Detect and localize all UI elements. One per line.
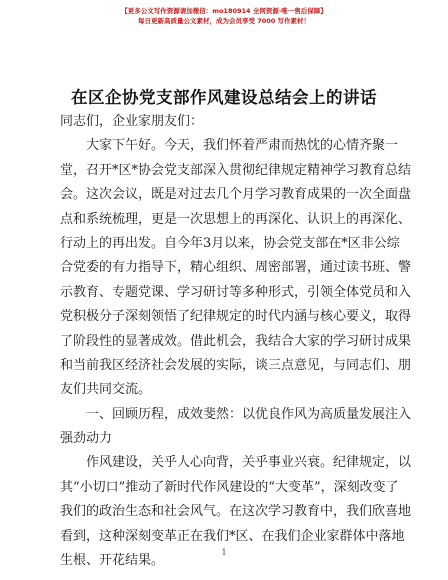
paragraph-line: 我们的政治生态和社会风气。在这次学习教育中，我们欣喜地 <box>60 504 412 520</box>
document-title: 在区企协党支部作风建设总结会上的讲话 <box>71 88 377 107</box>
banner-line-1: 【更多公文写作资源请加微信：mo180914 全网资源·唯一售后保障】 <box>121 7 327 15</box>
paragraph-line: 和当前我区经济社会发展的实际，谈三点意见，与同志们、朋 <box>60 357 412 373</box>
paragraph-line: 会。这次会议，既是对过去几个月学习教育成果的一次全面盘 <box>60 187 412 203</box>
document-body <box>60 110 412 573</box>
paragraph-line: 其“小切口”推动了新时代作风建设的“大变革”，深刻改变了 <box>60 479 399 495</box>
salutation: 同志们，企业家朋友们： <box>60 114 204 129</box>
paragraph-line: 了阶段性的显著成效。借此机会，我结合大家的学习研讨成果 <box>60 333 412 349</box>
paragraph-line: 党积极分子深刻领悟了纪律规定的时代内涵与核心要义，取得 <box>60 309 412 325</box>
promo-banner <box>0 6 448 26</box>
paragraph-line: 示教育、专题党课、学习研讨等多种形式，引领全体党员和入 <box>60 284 412 300</box>
section-heading: 强劲动力 <box>60 431 113 447</box>
paragraph-line: 作风建设，关乎人心向背，关乎事业兴衰。纪律规定，以 <box>86 455 412 471</box>
paragraph-line: 看到，这种深刻变革正在我们*区、在我们企业家群体中落地 <box>60 528 405 544</box>
banner-line-2: 每日更新高质量公文素材，成为会员享受 7000 写作素材！ <box>137 17 311 25</box>
paragraph-line: 合党委的有力指导下，精心组织、周密部署，通过读书班、警 <box>60 260 412 276</box>
paragraph-line: 堂，召开*区*协会党支部深入贯彻纪律规定精神学习教育总结 <box>60 162 412 178</box>
section-heading: 一、回顾历程，成效斐然：以优良作风为高质量发展注入 <box>86 406 412 422</box>
paragraph-line: 点和系统梳理，更是一次思想上的再深化、认识上的再深化、 <box>60 211 412 227</box>
paragraph-line: 生根、开花结果。 <box>60 553 165 569</box>
paragraph-line: 友们共同交流。 <box>60 382 152 398</box>
page-number: 1 <box>221 548 227 557</box>
paragraph-line: 大家下午好。今天，我们怀着严肃而热忱的心情齐聚一 <box>86 138 399 154</box>
paragraph-line: 行动上的再出发。自今年3月以来，协会党支部在*区非公综 <box>60 235 400 251</box>
